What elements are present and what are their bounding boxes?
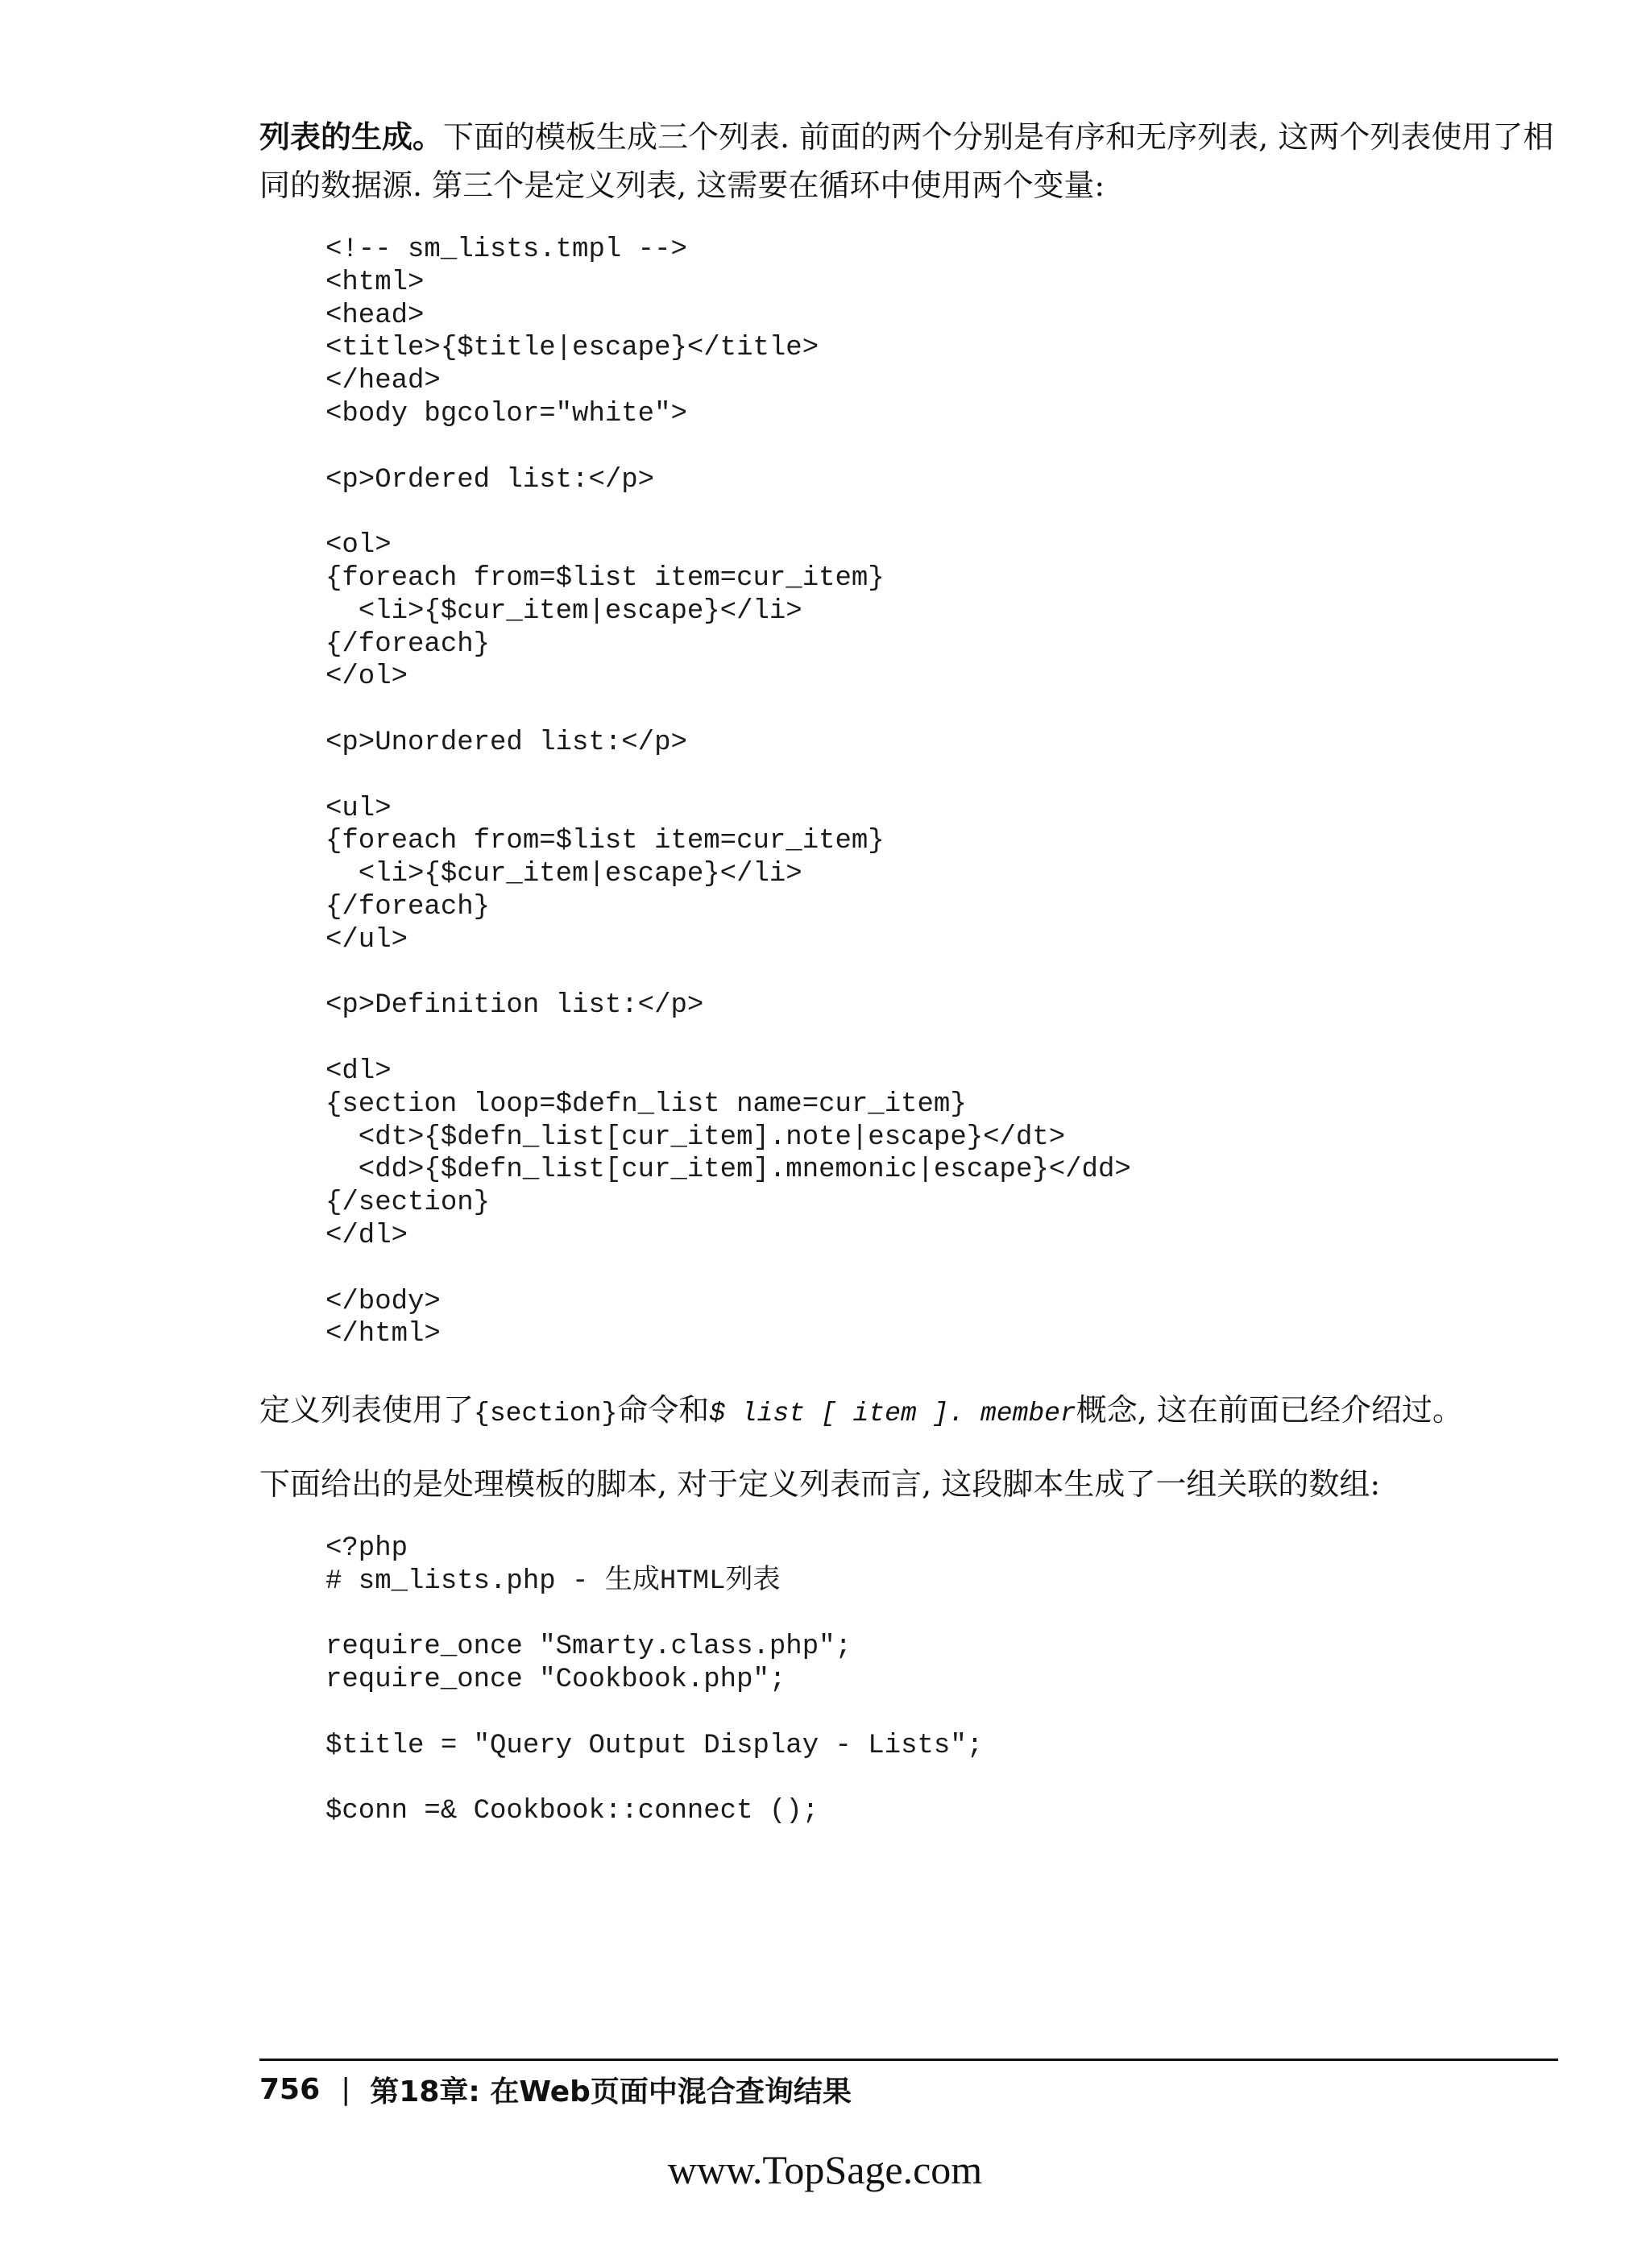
website-watermark: www.TopSage.com — [667, 2147, 983, 2192]
para2-text-c: 概念, 这在前面已经介绍过。 — [1076, 1392, 1463, 1428]
page-number: 756 — [259, 2073, 321, 2106]
member-concept-code: $ list [ item ]. member — [709, 1399, 1076, 1428]
intro-paragraph — [259, 113, 1557, 209]
script-code-block: <?php # sm_lists.php - 生成HTML列表 require_once "Smarty.class.php"; require_once "Cookbook.php"; $title = "Query Output Display - Lists"; $conn =& Cookbook::connect (); — [325, 1533, 984, 1827]
section-command-code: {section} — [474, 1399, 618, 1428]
footer-separator: | — [341, 2073, 351, 2106]
page-footer — [259, 2069, 852, 2110]
script-intro-paragraph: 下面给出的是处理模板的脚本, 对于定义列表而言, 这段脚本生成了一组关联的数组: — [259, 1466, 1381, 1502]
footer-rule — [259, 2059, 1558, 2061]
para2-text-a: 定义列表使用了 — [259, 1392, 475, 1428]
intro-text: 下面的模板生成三个列表. 前面的两个分别是有序和无序列表, 这两个列表使用了相同的数据源. 第三个是定义列表, 这需要在循环中使用两个变量: — [259, 119, 1554, 203]
intro-lead: 列表的生成。 — [259, 119, 444, 155]
template-code-block: <!-- sm_lists.tmpl --> <html> <head> <title>{$title|escape}</title> </head> <body bgcolor="white"> <p>Ordered list:</p> <ol> {foreach from=$list item=cur_item} <li>{$cur_item|escape}</li> {/foreach} </ol> <p>Unordered list:</p> <ul> {foreach from=$list item=cur_item} <li>{$cur_item|escape}</li> {/foreach} </ul> <p>Definition list:</p> <dl> {section loop=$defn_list name=cur_item} <dt>{$defn_list[cur_item].note|escape}</dt> <dd>{$defn_list[cur_item].mnemonic|escape}</dd> {/section} </dl> </body> </html> — [325, 234, 1131, 1350]
chapter-title: 第18章: 在Web页面中混合查询结果 — [370, 2075, 852, 2108]
definition-list-paragraph — [259, 1386, 1557, 1438]
para2-text-b: 命令和 — [617, 1392, 710, 1428]
